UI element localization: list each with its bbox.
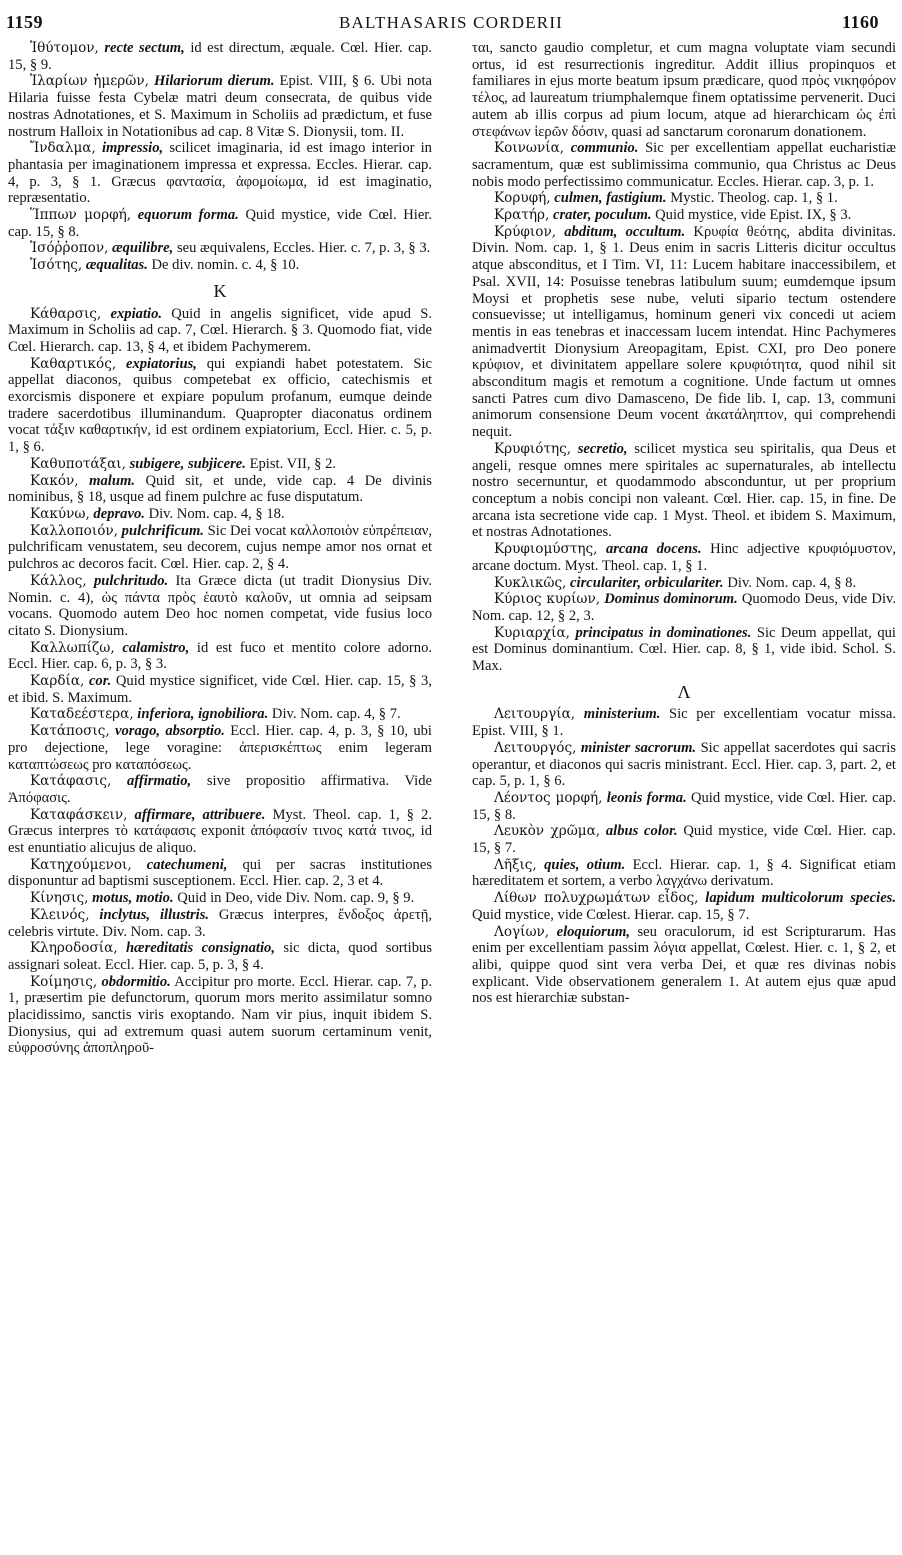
entry-headword: Λογίων,	[494, 923, 550, 940]
entry-body: qui expiandi habet potestatem. Sic appellat diaconos, quibus competebat ex officio, catechismis et exorcismis disponere et expiare populum profanum, eumque deinde tradere sacerdotibus illuminandum. Quapropter diaconatus ordinem vocat τάξιν καθαρτικήν, id est ordinem expiatorium, Eccl. Hier. c. 5, p. 1, § 6.	[8, 355, 432, 456]
entry-headword: Κρυφιότης,	[494, 440, 572, 457]
entry-translation: lapidum multicolorum species.	[705, 890, 896, 907]
entry-translation: æquilibre,	[112, 240, 174, 257]
entry-body: sive propositio affirmativa. Vide Ἀπόφασις.	[8, 773, 432, 806]
entry-body: Quid in Deo, vide Div. Nom. cap. 9, § 9.	[177, 890, 415, 907]
entry-translation: catechumeni,	[146, 856, 228, 873]
glossary-entry	[472, 441, 896, 541]
glossary-entry	[8, 306, 432, 356]
glossary-entry	[8, 356, 432, 456]
entry-translation: circulariter, orbiculariter.	[570, 574, 724, 591]
glossary-entry	[472, 140, 896, 190]
entry-headword: Κληροδοσία,	[30, 940, 118, 957]
entry-headword: Κρατήρ,	[494, 207, 550, 224]
glossary-entry	[472, 924, 896, 1008]
entry-headword: Ἴνδαλμα,	[30, 140, 96, 157]
glossary-entry	[8, 140, 432, 207]
entry-headword: Κάθαρσις,	[30, 305, 102, 322]
entry-headword: Κοινωνία,	[494, 140, 565, 157]
glossary-entry	[8, 974, 432, 1058]
entry-body: seu æquivalens, Eccles. Hier. c. 7, p. 3, § 3.	[176, 240, 431, 257]
entry-translation: æqualitas.	[85, 257, 148, 274]
entry-translation: secretio,	[577, 440, 628, 457]
entry-body: Quid mystice, vide Cœl. Hier. cap. 15, § 8.	[472, 789, 896, 823]
glossary-entry	[8, 773, 432, 806]
entry-translation: equorum forma.	[137, 207, 239, 224]
entry-translation: arcana docens.	[605, 541, 702, 558]
glossary-entry	[472, 224, 896, 441]
entry-body: Quid mystice, vide Cœl. Hier. cap. 15, § 8.	[8, 207, 432, 240]
glossary-entry	[8, 573, 432, 640]
entry-translation: minister sacrorum.	[580, 739, 697, 756]
left-column	[8, 40, 432, 1540]
entry-headword: Λίθων πολυχρωμάτων εἶδος,	[494, 890, 699, 907]
entry-headword: Κατάποσις,	[30, 723, 110, 740]
glossary-entry	[472, 706, 896, 739]
glossary-entry	[472, 823, 896, 856]
glossary-entry	[8, 907, 432, 940]
entry-headword: Κρυφιομύστης,	[494, 541, 598, 558]
entry-body: Quid sit, et unde, vide cap. 4 De divinis nominibus, § 18, usque ad finem pulchre ac fuse disputatum.	[8, 472, 432, 506]
entry-continuation: ται, sancto gaudio completur, et cum magna voluptate viam secundi ortus, id est resurrectionis ingreditur. Addit illius propinquos et familiares in ejus morte beatum ipsum prædicare, quod πρὸς νικηφόρον τέλος, ad laureatum triumphalemque finem optatissime pervenerit. Duci autem ab illis corpus ad pium locum, atque ad hierarchicam ὡς ἐπὶ στεφάνων ἱερῶν δόσιν, quasi ad sanctarum coronarum donationem.	[472, 40, 896, 140]
entry-headword: Ἵππων μορφή,	[30, 207, 132, 224]
glossary-entry	[8, 207, 432, 240]
entry-headword: Λειτουργία,	[494, 706, 576, 723]
page-header	[0, 0, 902, 40]
entry-body: Div. Nom. cap. 4, § 8.	[727, 574, 857, 591]
entry-headword: Κίνησις,	[30, 890, 89, 907]
glossary-entry	[8, 940, 432, 973]
entry-headword: Κρύφιον,	[494, 223, 557, 240]
glossary-entry	[8, 807, 432, 857]
entry-translation: affirmare, attribuere.	[134, 806, 266, 823]
glossary-entry	[472, 575, 896, 592]
entry-translation: albus color.	[605, 823, 678, 840]
entry-body: Sic per excellentiam vocatur missa. Epist. VIII, § 1.	[472, 706, 896, 740]
entry-headword: Λῆξις,	[494, 856, 537, 873]
entry-body: Quid mystice, vide Epist. IX, § 3.	[655, 207, 852, 224]
entry-headword: Κυκλικῶς,	[494, 574, 567, 591]
entry-body: scilicet mystica seu spiritalis, qua Deus et angeli, resque omnes mere spiritales ac supernaturales, ab intellectu nostro secernuntur, et quodammodo absconduntur, ut per proprium conceptum a nobis concipi non valeant. Cœl. Hier. cap. 15, in fine. De arcana ista secretione vide cap. 1 Myst. Theol. et ibidem S. Maximum, et nostras Adnotationes.	[472, 440, 896, 541]
entry-headword: Καθυποτάξαι,	[30, 455, 126, 472]
entry-translation: affirmatio,	[126, 773, 192, 790]
entry-body: Div. Nom. cap. 4, § 18.	[148, 505, 285, 522]
entry-headword: Λέοντος μορφή,	[494, 789, 603, 806]
glossary-entry	[8, 673, 432, 706]
entry-headword: Κυριαρχία,	[494, 624, 570, 641]
entry-translation: calamistro,	[122, 639, 190, 656]
entry-body: sic dicta, quod sortibus assignari soleat. Eccl. Hier. cap. 5, p. 3, § 4.	[8, 940, 432, 973]
entry-body: Sic Deum appellat, qui est Dominus dominantium. Cœl. Hier. cap. 8, § 1, vide ibid. Schol. S. Max.	[472, 624, 896, 675]
entry-translation: culmen, fastigium.	[554, 190, 667, 207]
glossary-entry	[8, 473, 432, 506]
glossary-entry	[472, 541, 896, 574]
entry-translation: principatus in dominationes.	[575, 624, 752, 641]
glossary-entry	[472, 190, 896, 207]
entry-headword: Κορυφή,	[494, 190, 551, 207]
entry-body: qui per sacras institutiones disponuntur ad baptismi susceptionem. Eccl. Hier. cap. 2, 3 et 4.	[8, 856, 432, 890]
entry-headword: Καλλωπίζω,	[30, 639, 115, 656]
glossary-entry	[472, 625, 896, 675]
entry-translation: cor.	[88, 673, 112, 690]
entry-headword: Κοίμησις,	[30, 973, 98, 990]
entry-body: Myst. Theol. cap. 1, § 2. Græcus interpres τὸ κατάφασις exponit ἀπόφασίν τινος κατά τινος, id est enuntiatio alicujus de aliquo.	[8, 806, 432, 857]
entry-translation: eloquiorum,	[556, 923, 630, 940]
glossary-entry	[8, 523, 432, 573]
entry-translation: communio.	[570, 140, 639, 157]
entry-body: Sic appellat sacerdotes qui sacris operantur, et diaconos qui sacris ministrant. Eccl. Hier. cap. 3, part. 2, et cap. 5, p. 1, § 6.	[472, 739, 896, 790]
entry-translation: crater, poculum.	[552, 207, 652, 224]
entry-body: Eccl. Hier. cap. 4, p. 3, § 10, ubi pro dejectione, lege voragine: ἀπερισκέπτως enim legeram καταπτώσεως pro καταπόσεως.	[8, 723, 432, 773]
entry-translation: inclytus, illustris.	[99, 906, 210, 923]
entry-translation: recte sectum,	[104, 40, 185, 56]
glossary-entry	[8, 890, 432, 907]
entry-headword: Καταφάσκειν,	[30, 806, 128, 823]
entry-headword: Καταδεέστερα,	[30, 706, 134, 723]
entry-body: id est fuco et mentito colore adorno. Eccl. Hier. cap. 6, p. 3, § 3.	[8, 639, 432, 673]
entry-headword: Λευκὸν χρῶμα,	[494, 823, 601, 840]
entry-headword: Λειτουργός,	[494, 739, 577, 756]
entry-headword: Καλλοποιόν,	[30, 522, 118, 539]
glossary-entry	[8, 456, 432, 473]
entry-translation: leonis forma.	[606, 789, 687, 806]
entry-body: Mystic. Theolog. cap. 1, § 1.	[670, 190, 838, 207]
entry-translation: vorago, absorptio.	[115, 723, 225, 740]
entry-translation: subigere, subjicere.	[129, 455, 246, 472]
entry-body: Eccl. Hierar. cap. 1, § 4. Significat etiam hæreditatem et sortem, a verbo λαγχάνω derivatum.	[472, 856, 896, 890]
entry-body: Κρυφία θεότης, abdita divinitas. Divin. Nom. cap. 1, § 1. Deus enim in sacris Litteris dicitur occultus atque absconditus, et I Tim. VI, 11: Lucem habitare inaccessibilem, et Psal. XVII, 14: Posuisse tenebras latibulum suum; eumdemque ipsum Moysi et prophetis sese nube, veluti sipario tectum ostendere consuevisse; ut intelligamus, hominum generi vix concedi ut aciem mentis in eas tenebras et inaccessam lucem intendat. Hinc Pachymeres animadvertit Dionysium Areopagitam, Epist. CXI, pro Deo ponere κρύφιον, et divinitatem appellare solere κρυφιότητα, quod nihil sit absconditum magis et remotum a cognitione. Unde factum ut omnes sancti Patres cum divo Damasceno, De fide lib. I, cap. 13, communi animorum consensione Deum vocent ἀκατάληπτον, qui comprehendi nequit.	[472, 223, 896, 441]
entry-body: Sic Dei vocat καλλοποιὸν εὐπρέπειαν, pulchrificam venustatem, seu decorem, cujus nempe amor nos ornat et pulchros ac decoros facit. Cœl. Hier. cap. 2, § 4.	[8, 522, 432, 573]
section-letter: K	[213, 280, 227, 301]
entry-translation: obdormitio.	[101, 973, 171, 990]
running-title: BALTHASARIS CORDERII	[338, 13, 564, 32]
entry-headword: Κατάφασις,	[30, 773, 112, 790]
entry-body: Sic per excellentiam appellat eucharistiæ sacramentum, quæ est sublimissima communio, qua Christus ac Deus nobis modo perfectissimo communicatur. Eccles. Hierar. cap. 3, p. 1.	[472, 140, 896, 190]
glossary-entry	[472, 207, 896, 224]
glossary-entry	[8, 506, 432, 523]
page-number-right: 1160	[842, 12, 880, 32]
entry-body: seu oraculorum, id est Scripturarum. Has enim per excellentiam passim λόγια appellat, Cœlest. Hier. c. 1, § 2, et alibi, quippe quod sint vera verba Dei, et quæ res divinas nobis explicant. Vide observationem generalem 1. At autem ejus quæ apud nos est hierarchiæ substan-	[472, 923, 896, 1007]
entry-headword: Ἰλαρίων ἡμερῶν,	[30, 73, 149, 90]
entry-headword: Κατηχούμενοι,	[30, 856, 132, 873]
entry-headword: Κακύνω,	[30, 505, 90, 522]
entry-body: Div. Nom. cap. 4, § 7.	[271, 706, 401, 723]
entry-translation: inferiora, ignobiliora.	[137, 706, 269, 723]
entry-body: Quomodo Deus, vide Div. Nom. cap. 12, § 2, 3.	[472, 591, 896, 624]
entry-headword: Καρδία,	[30, 673, 85, 690]
entry-body: scilicet imaginaria, id est imago interior in phantasia per imaginationem impressa et expressa. Eccles. Hierar. cap. 4, p. 3, § 1. Græcus φαντασία, ἀφομοίωμα, id est imaginatio, repræsentatio.	[8, 140, 432, 207]
glossary-entry	[472, 740, 896, 790]
glossary-entry	[8, 857, 432, 890]
entry-body: Græcus interpres, ἔνδοξος ἀρετῇ, celebris virtute. Div. Nom. cap. 3.	[8, 906, 432, 940]
entry-translation: expiatorius,	[125, 355, 197, 372]
glossary-entry	[472, 857, 896, 890]
entry-body: De div. nomin. c. 4, § 10.	[151, 257, 300, 274]
glossary-entry	[8, 706, 432, 723]
glossary-entry	[8, 240, 432, 257]
entry-body: Epist. VIII, § 6. Ubi nota Hilaria fuisse festa Cybelæ matri deum consecrata, de quibus vide nostras Adnotationes, et S. Maximum in Scholiis ad prædictum, et fuse nostrum Halloix in Notationibus ad cap. 8 Vitæ S. Dionysii, tom. II.	[8, 73, 432, 140]
entry-headword: Κακόν,	[30, 472, 79, 489]
entry-translation: pulchritudo.	[94, 572, 169, 589]
entry-body: Quid mystice, vide Cœl. Hier. cap. 15, § 7.	[472, 823, 896, 857]
page-number-left: 1159	[6, 12, 44, 32]
glossary-entry	[8, 257, 432, 274]
entry-translation: impressio,	[101, 140, 164, 157]
entry-body: Epist. VII, § 2.	[249, 455, 337, 472]
entry-headword: Ἰσόῤῥοπον,	[30, 240, 109, 257]
entry-translation: quies, otium.	[544, 856, 626, 873]
glossary-entry	[472, 890, 896, 923]
entry-body: Accipitur pro morte. Eccl. Hierar. cap. 7, p. 1, præsertim pie defunctorum, quorum mors merito assimilatur somno placidissimo, sanctis viris exoptando. Nam vir pius, inquit ibidem S. Dionysius, qui ad extremum quasi autem suorum certaminum venit, εὐφροσύνης ἀποπληροῦ-	[8, 973, 432, 1057]
glossary-entry	[8, 640, 432, 673]
entry-body: Ita Græce dicta (ut tradit Dionysius Div. Nomin. c. 4), ὡς πάντα πρὸς ἑαυτὸ καλοῦν, ut omnia ad seipsam vocans. Quomodo autem Deo hoc nomen competat, vide fusius loco citato S. Dionysium.	[8, 572, 432, 639]
glossary-entry	[472, 790, 896, 823]
entry-body: Hinc adjective κρυφιόμυστον, arcane doctum. Myst. Theol. cap. 1, § 1.	[472, 541, 896, 574]
glossary-entry	[8, 73, 432, 140]
entry-translation: depravo.	[93, 505, 145, 522]
entry-translation: hæreditatis consignatio,	[125, 940, 275, 957]
glossary-entry	[472, 591, 896, 624]
entry-translation: Hilariorum dierum.	[153, 73, 275, 90]
entry-body: Quid in angelis significet, vide apud S. Maximum in Scholiis ad cap. 7, Cœl. Hierarch. § 3. Quomodo fiat, vide Cœl. Hierarch. cap. 13, § 4, et ibidem Pachymerem.	[8, 305, 432, 355]
right-column	[472, 40, 896, 1540]
entry-translation: motus, motio.	[92, 890, 174, 907]
entry-translation: malum.	[89, 472, 135, 489]
entry-headword: Ἰσότης,	[30, 257, 83, 274]
entry-translation: expiatio.	[110, 305, 163, 322]
section-letter: Λ	[677, 681, 691, 702]
entry-headword: Καθαρτικός,	[30, 355, 117, 372]
entry-translation: Dominus dominorum.	[604, 591, 738, 608]
entry-headword: Κύριος κυρίων,	[494, 591, 601, 608]
entry-body: id est directum, æquale. Cœl. Hier. cap. 15, § 9.	[8, 40, 432, 73]
entry-translation: pulchrificum.	[121, 522, 204, 539]
entry-translation: abditum, occultum.	[564, 223, 686, 240]
glossary-entry	[8, 723, 432, 773]
glossary-entry	[8, 40, 432, 73]
entry-headword: Κλεινός,	[30, 906, 90, 923]
entry-headword: Ἰθύτομον,	[30, 40, 99, 56]
entry-translation: ministerium.	[583, 706, 661, 723]
entry-body: Quid mystice, vide Cœlest. Hierar. cap. 15, § 7.	[472, 906, 750, 923]
entry-body: Quid mystice significet, vide Cœl. Hier. cap. 15, § 3, et ibid. S. Maximum.	[8, 673, 432, 706]
entry-headword: Κάλλος,	[30, 572, 87, 589]
